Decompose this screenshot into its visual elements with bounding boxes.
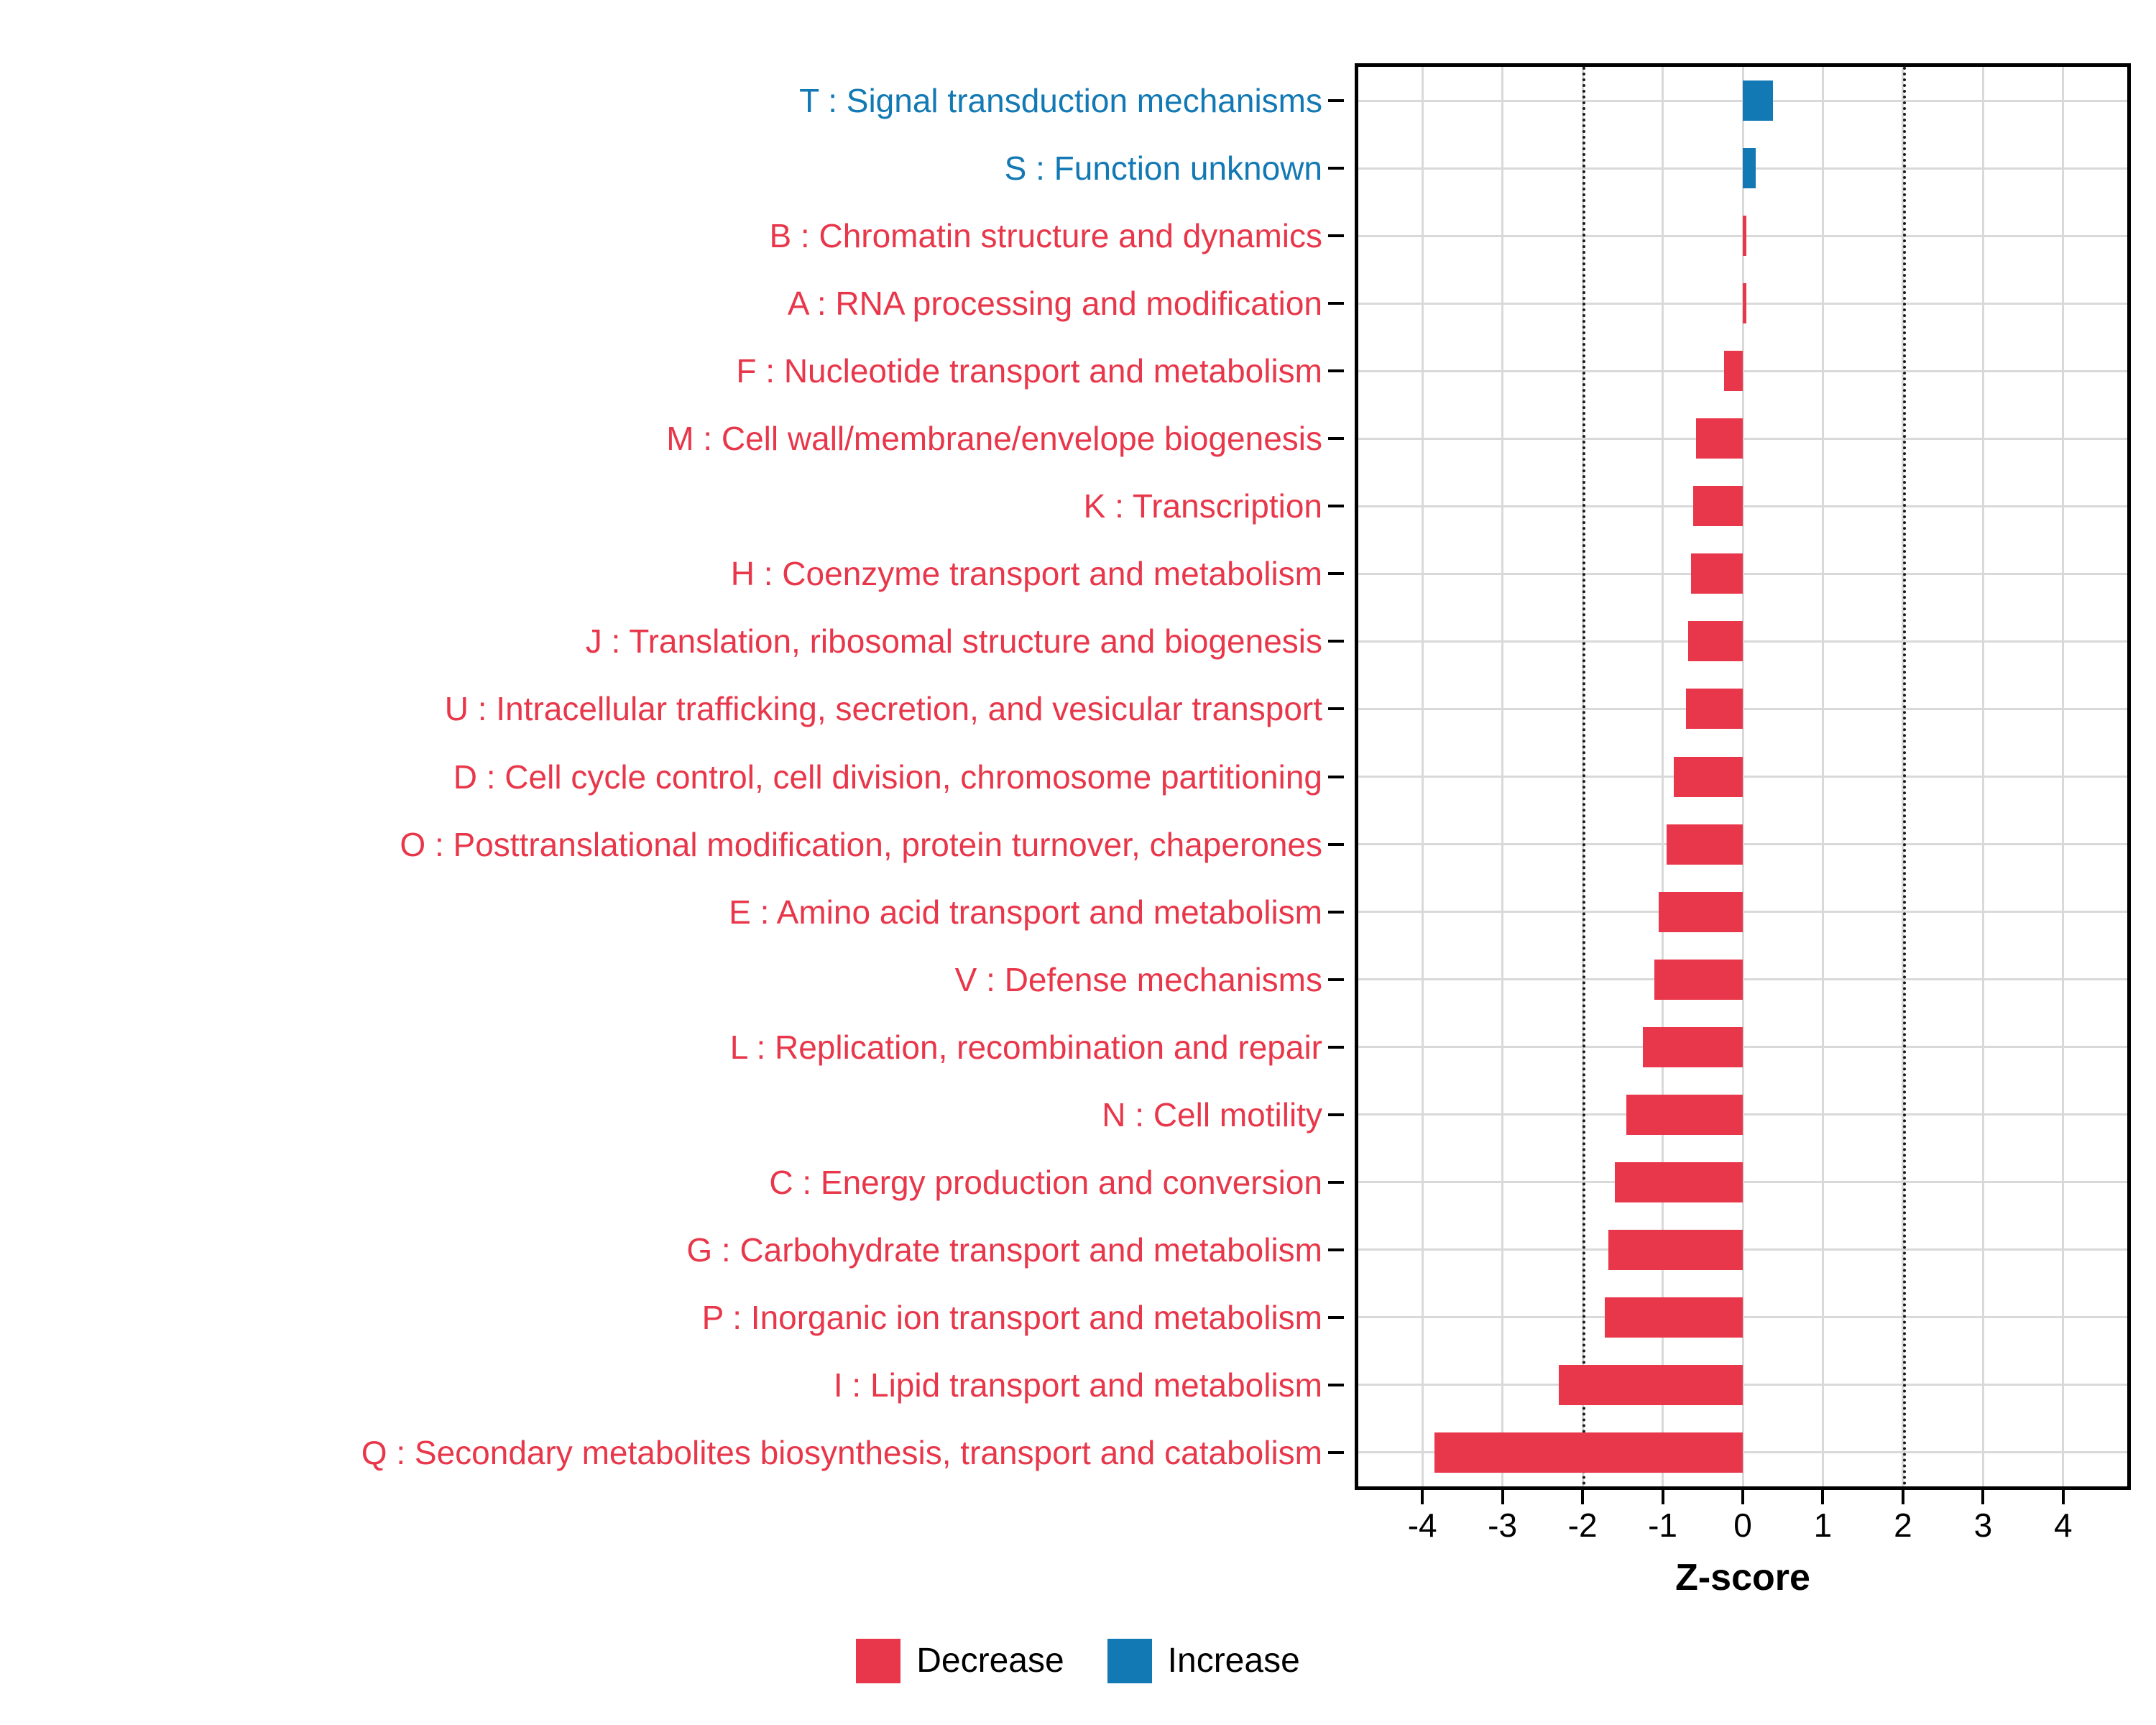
y-axis-tick-label: I : Lipid transport and metabolism xyxy=(833,1366,1322,1404)
x-axis-tick-label: 3 xyxy=(1973,1506,1993,1544)
bar xyxy=(1724,351,1743,391)
y-axis-tick-label: P : Inorganic ion transport and metabolism xyxy=(701,1298,1322,1336)
bar xyxy=(1659,892,1743,932)
y-axis-tick-mark xyxy=(1328,843,1344,846)
y-axis-tick-label: V : Defense mechanisms xyxy=(954,960,1322,998)
x-axis-tick-label: 2 xyxy=(1894,1506,1912,1544)
y-axis-tick-mark xyxy=(1328,1181,1344,1184)
y-axis-tick-label: M : Cell wall/membrane/envelope biogenesis xyxy=(666,420,1322,458)
y-axis-tick-label: A : RNA processing and modification xyxy=(787,285,1322,323)
y-axis-tick-mark xyxy=(1328,505,1344,507)
x-axis-tick-mark xyxy=(1741,1490,1744,1504)
x-axis-tick-mark xyxy=(1421,1490,1424,1504)
y-axis-tick-mark xyxy=(1328,640,1344,643)
legend-item-decrease xyxy=(856,1639,1064,1683)
y-axis-tick-label: L : Replication, recombination and repair xyxy=(729,1028,1322,1066)
bar xyxy=(1743,216,1746,256)
y-axis-tick-label: F : Nucleotide transport and metabolism xyxy=(736,352,1322,390)
y-axis-tick-label: E : Amino acid transport and metabolism xyxy=(729,893,1322,931)
x-axis-tick-label: 4 xyxy=(2054,1506,2073,1544)
y-axis-tick-mark xyxy=(1328,707,1344,710)
x-axis-tick-mark xyxy=(1581,1490,1584,1504)
bar xyxy=(1743,80,1773,121)
bar xyxy=(1667,824,1743,865)
y-axis-tick-label: J : Translation, ribosomal structure and biogenesis xyxy=(585,622,1322,661)
y-axis-tick-label: N : Cell motility xyxy=(1102,1095,1322,1133)
y-axis-tick-mark xyxy=(1328,1451,1344,1454)
y-axis-tick-mark xyxy=(1328,911,1344,914)
legend-swatch-increase xyxy=(1107,1639,1152,1683)
y-axis-tick-label: C : Energy production and conversion xyxy=(769,1163,1322,1201)
x-axis-tick-mark xyxy=(1981,1490,1984,1504)
bar xyxy=(1608,1230,1743,1270)
y-axis-tick-label: H : Coenzyme transport and metabolism xyxy=(730,555,1322,593)
bar xyxy=(1743,283,1746,323)
y-axis-tick-mark xyxy=(1328,1248,1344,1251)
legend-label-increase: Increase xyxy=(1167,1642,1300,1680)
x-axis-title: Z-score xyxy=(1675,1557,1810,1598)
plot-panel xyxy=(1355,63,2131,1490)
bar xyxy=(1696,418,1743,459)
x-axis-tick-mark xyxy=(2062,1490,2065,1504)
bar xyxy=(1693,486,1743,526)
bar xyxy=(1626,1095,1743,1135)
y-axis-tick-label: D : Cell cycle control, cell division, chromosome partitioning xyxy=(453,758,1322,796)
legend-item-increase xyxy=(1107,1639,1300,1683)
x-axis-tick-mark xyxy=(1902,1490,1904,1504)
y-axis-tick-mark xyxy=(1328,1113,1344,1116)
legend-swatch-decrease xyxy=(856,1639,900,1683)
y-axis-tick-mark xyxy=(1328,99,1344,102)
x-axis-tick-label: -4 xyxy=(1407,1506,1437,1544)
y-axis-tick-label: U : Intracellular trafficking, secretion, and vesicular transport xyxy=(444,690,1322,728)
y-axis-tick-label: B : Chromatin structure and dynamics xyxy=(769,217,1322,255)
bar xyxy=(1743,148,1756,188)
y-axis-tick-mark xyxy=(1328,167,1344,170)
y-axis-tick-label: S : Function unknown xyxy=(1004,150,1322,188)
legend xyxy=(0,1639,2156,1683)
x-axis-tick-mark xyxy=(1821,1490,1824,1504)
bar xyxy=(1615,1162,1743,1202)
bar xyxy=(1434,1432,1743,1473)
y-axis-tick-label: O : Posttranslational modification, protein turnover, chaperones xyxy=(400,825,1322,863)
y-axis-tick-mark xyxy=(1328,234,1344,237)
y-axis-tick-mark xyxy=(1328,776,1344,778)
x-axis-tick-label: -3 xyxy=(1488,1506,1518,1544)
y-axis-labels xyxy=(0,63,1344,1490)
x-axis-tick-label: 1 xyxy=(1813,1506,1833,1544)
bar-series xyxy=(1358,67,2127,1486)
bar xyxy=(1643,1027,1743,1067)
bar xyxy=(1688,621,1743,661)
y-axis-tick-label: G : Carbohydrate transport and metabolism xyxy=(686,1230,1322,1269)
y-axis-tick-mark xyxy=(1328,1384,1344,1386)
x-axis-tick-label: -1 xyxy=(1648,1506,1677,1544)
x-axis-tick-label: -2 xyxy=(1567,1506,1598,1544)
bar xyxy=(1691,553,1743,594)
y-axis-tick-mark xyxy=(1328,1046,1344,1049)
y-axis-tick-mark xyxy=(1328,437,1344,440)
y-axis-tick-label: T : Signal transduction mechanisms xyxy=(799,82,1322,120)
x-axis-tick-mark xyxy=(1501,1490,1504,1504)
legend-label-decrease: Decrease xyxy=(916,1642,1064,1680)
x-axis-tick-label: 0 xyxy=(1733,1506,1752,1544)
y-axis-tick-mark xyxy=(1328,572,1344,575)
y-axis-tick-mark xyxy=(1328,369,1344,372)
y-axis-tick-mark xyxy=(1328,978,1344,981)
y-axis-tick-mark xyxy=(1328,1316,1344,1319)
bar xyxy=(1605,1297,1743,1338)
x-axis-tick-mark xyxy=(1662,1490,1664,1504)
bar xyxy=(1559,1365,1743,1405)
bar xyxy=(1654,960,1743,1000)
y-axis-tick-label: K : Transcription xyxy=(1083,487,1322,525)
bar xyxy=(1686,689,1743,729)
bar xyxy=(1674,757,1743,797)
y-axis-tick-mark xyxy=(1328,302,1344,305)
y-axis-tick-label: Q : Secondary metabolites biosynthesis, transport and catabolism xyxy=(361,1433,1322,1471)
